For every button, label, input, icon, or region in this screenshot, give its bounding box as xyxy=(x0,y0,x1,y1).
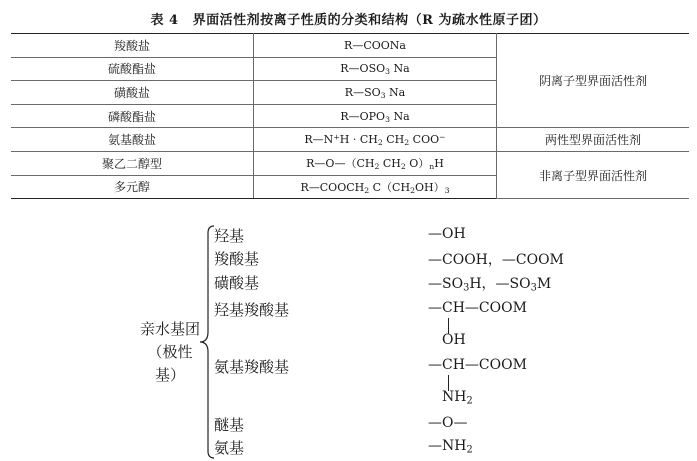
table-number: 表 4 xyxy=(150,13,179,28)
table-cell-formula: $R—OPO_3$ Na xyxy=(254,104,497,128)
hydrophilic-item-name: 氨基 xyxy=(214,439,245,457)
hydrophilic-item-formula: —CH—COOM xyxy=(428,300,527,316)
hydrophilic-item-formula: —OH xyxy=(428,226,466,242)
table-cell-name: 氨基酸盐 xyxy=(11,128,254,152)
hydrophilic-item-formula: —O— xyxy=(428,415,468,431)
table-cell-formula: $R—SO_3$ Na xyxy=(254,81,497,105)
table-cell-formula: $R—COOCH_2$ $C(CH_2OH)_3$ xyxy=(254,175,497,199)
hydrophilic-group-label xyxy=(138,318,202,387)
hydrophilic-item-name: 氨基羧酸基 xyxy=(214,358,290,376)
table-cell-name: 硫酸酯盐 xyxy=(11,57,254,81)
hydrophilic-item-name: 羟基 xyxy=(214,227,245,245)
table-cell-name: 多元醇 xyxy=(11,175,254,199)
hydrophilic-item-formula: —COOH，—COOM xyxy=(428,252,564,268)
table-cell-formula: R—COONa xyxy=(254,34,497,58)
group-label-line2: （极性基） xyxy=(147,343,193,384)
table-cell-name: 羧酸盐 xyxy=(11,34,254,58)
table-cell-formula: R—N+H · $CH_2$ $CH_2$ COO− xyxy=(254,128,497,152)
hydrophilic-item-name: 磺酸基 xyxy=(214,274,260,292)
table-cell-name: 磷酸酯盐 xyxy=(11,104,254,128)
table-cell-name: 磺酸盐 xyxy=(11,81,254,105)
category-anionic: 阴离子型界面活性剂 xyxy=(497,34,690,128)
table-cell-name: 聚乙二醇型 xyxy=(11,151,254,175)
hydrophilic-item-formula: $—NH_2$ xyxy=(428,438,473,456)
hydrophilic-item-name: 醚基 xyxy=(214,416,245,434)
category-nonionic: 非离子型界面活性剂 xyxy=(497,151,690,198)
group-label-line1: 亲水基团 xyxy=(139,320,200,338)
hydrophilic-item-name: 羧酸基 xyxy=(214,250,260,268)
table-title: 界面活性剂按离子性质的分类和结构（R 为疏水性原子团） xyxy=(192,13,547,28)
table-cell-formula: $R—O—(CH_2$ $CH_2$ $O)_nH$ xyxy=(254,151,497,175)
table-cell-formula: $R—OSO_3$ Na xyxy=(254,57,497,81)
hydrophilic-item-name: 羟基羧酸基 xyxy=(214,301,290,319)
category-amphoteric: 两性型界面活性剂 xyxy=(497,128,690,152)
table-caption xyxy=(0,9,697,28)
table-row xyxy=(11,34,689,58)
table-row xyxy=(11,151,689,175)
table-row xyxy=(11,128,689,152)
hydrophilic-item-substituent: $NH_2$ xyxy=(442,389,473,407)
hydrophilic-item-substituent: OH xyxy=(442,332,466,348)
hydrophilic-item-formula: —CH—COOM xyxy=(428,357,527,373)
surfactant-classification-table xyxy=(11,33,689,199)
hydrophilic-item-formula: $—SO_3H$，$—SO_3M$ xyxy=(428,276,552,294)
